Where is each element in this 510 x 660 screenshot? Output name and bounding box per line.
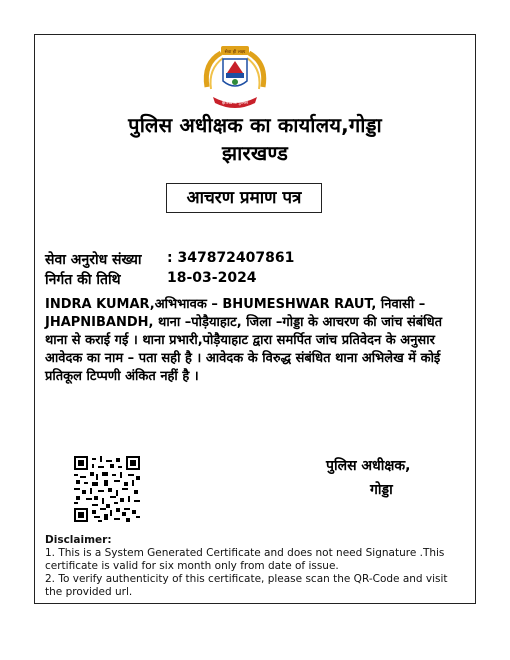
office-state: झारखण्ड [221,141,289,165]
emblem-motto: सेवा ही लक्ष्य [224,50,246,55]
signatory-title: पुलिस अधीक्षक, [326,458,411,474]
request-number-label: सेवा अनुरोध संख्या [45,252,142,268]
issue-date-row [45,270,257,289]
request-number-value: : 347872407861 [167,250,295,266]
qr-code[interactable] [74,456,140,522]
disclaimer [45,534,465,599]
disclaimer-item: 2. To verify authenticity of this certificate, please scan the QR-Code and visit the provided url. [45,573,448,598]
certificate-title: आचरण प्रमाण पत्र [166,183,322,213]
office-title: पुलिस अधीक्षक का कार्यालय,गोड्डा [128,113,382,137]
disclaimer-title: Disclaimer: [45,534,112,546]
signatory-location: गोड्डा [370,482,393,498]
jharkhand-police-emblem [199,43,271,115]
emblem-banner: झारखण्ड पुलिस [222,101,248,106]
issue-date-value: 18-03-2024 [167,270,257,286]
disclaimer-item: 1. This is a System Generated Certificate and does not need Signature .This certificate is valid for six month only from date of issue. [45,547,445,572]
request-number-row [45,250,295,269]
issue-date-label: निर्गत की तिथि [45,272,121,288]
certificate-body: INDRA KUMAR,अभिभावक – BHUMESHWAR RAUT, निवासी – JHAPNIBANDH, थाना –पोड़ैयाहाट, जिला –गोड्डा के आचरण की जांच संबंधित थाना से कराई गई । थाना प्रभारी,पोड़ैयाहाट द्वारा समर्पित जांच प्रतिवेदन के अनुसार आवेदक का नाम – पता सही है । आवेदक के विरुद्ध संबंधित थाना अभिलेख में कोई प्रतिकूल टिप्पणी अंकित नहीं है । [45,297,442,384]
